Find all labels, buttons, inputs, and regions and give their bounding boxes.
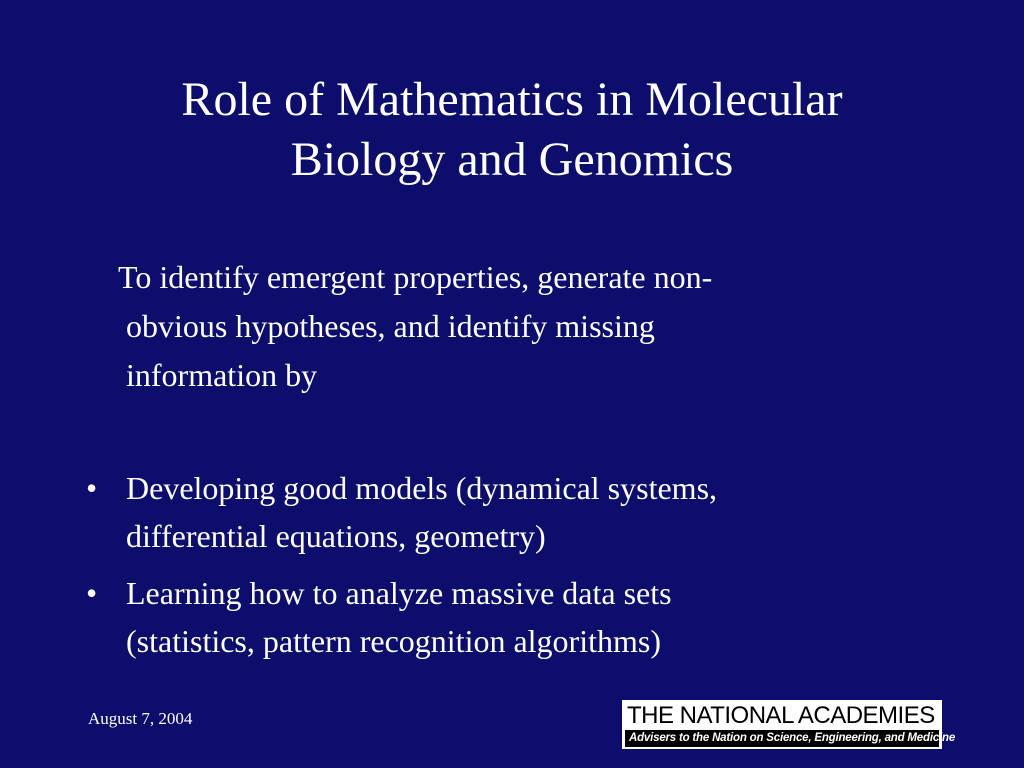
slide-title bbox=[40, 70, 984, 190]
slide-title-line-1: Role of Mathematics in Molecular bbox=[181, 73, 843, 126]
footer-date: August 7, 2004 bbox=[88, 709, 193, 728]
intro-paragraph bbox=[118, 253, 926, 400]
bullet-text-line: Learning how to analyze massive data sets bbox=[126, 575, 672, 611]
slide-title-line-2: Biology and Genomics bbox=[290, 133, 734, 186]
logo-name: THE NATIONAL ACADEMIES bbox=[627, 702, 935, 729]
intro-line-1: To identify emergent properties, generate non- bbox=[118, 259, 713, 295]
bullet-icon: • bbox=[86, 470, 98, 506]
bullet-text-line: Developing good models (dynamical systems, bbox=[126, 470, 718, 506]
intro-line-2: obvious hypotheses, and identify missing bbox=[126, 308, 655, 344]
bullet-list bbox=[80, 464, 960, 674]
intro-line-3: information by bbox=[126, 357, 318, 393]
bullet-text-line: (statistics, pattern recognition algorithms) bbox=[126, 623, 661, 659]
bullet-item-data-sets bbox=[80, 569, 960, 665]
bullet-item-models bbox=[80, 464, 960, 560]
bullet-text-line: differential equations, geometry) bbox=[126, 518, 546, 554]
logo-tagline: Advisers to the Nation on Science, Engineering, and Medicine bbox=[629, 732, 956, 744]
national-academies-logo bbox=[622, 700, 956, 749]
bullet-icon: • bbox=[86, 575, 98, 611]
